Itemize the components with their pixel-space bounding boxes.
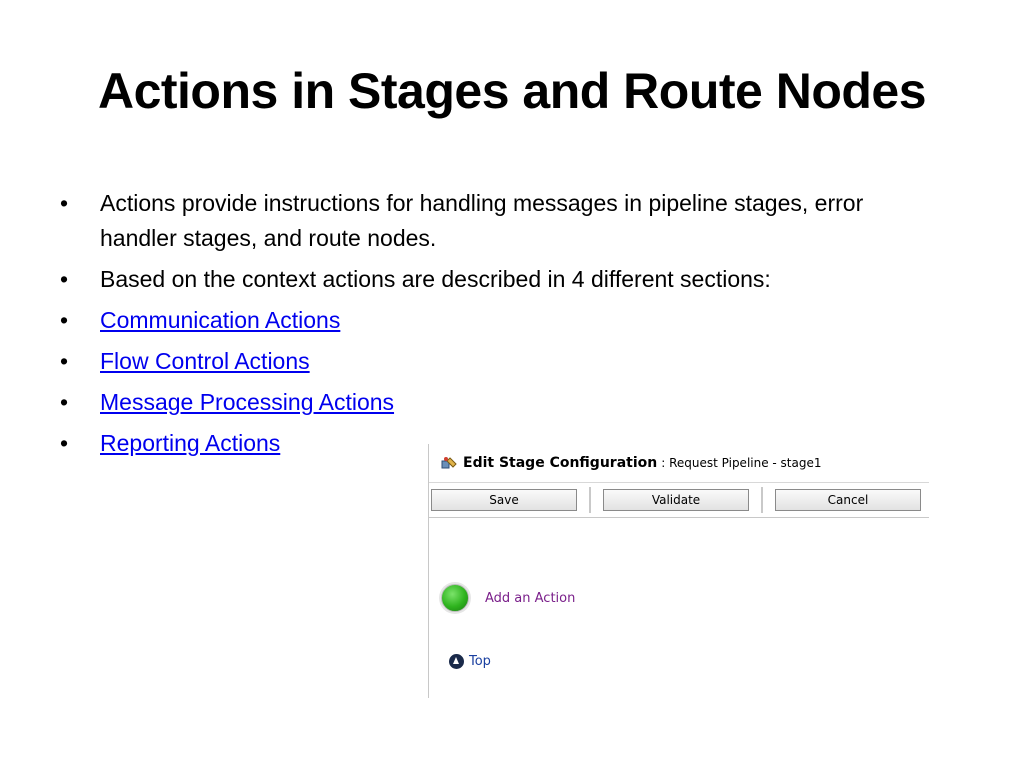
bullet-item (60, 303, 960, 338)
bullet-item (60, 385, 960, 420)
link-message-processing-actions[interactable]: Message Processing Actions (100, 389, 395, 415)
save-button[interactable]: Save (431, 489, 577, 511)
cancel-button[interactable]: Cancel (775, 489, 921, 511)
bullet-dot: • (60, 190, 69, 216)
panel-header (429, 444, 929, 483)
bullet-list (60, 186, 960, 467)
link-reporting-actions[interactable]: Reporting Actions (100, 430, 281, 456)
add-action-link[interactable]: Add an Action (485, 590, 576, 606)
button-separator (589, 487, 591, 513)
link-flow-control-actions[interactable]: Flow Control Actions (100, 348, 310, 374)
bullet-text: Based on the context actions are described in 4 different sections: (100, 266, 771, 292)
bullet-dot: • (60, 430, 69, 456)
add-action-row (441, 584, 575, 612)
stage-config-icon (441, 455, 459, 471)
top-row (449, 654, 491, 669)
panel-title: Edit Stage Configuration (463, 455, 658, 471)
button-bar (429, 483, 929, 518)
top-arrow-icon[interactable] (449, 654, 464, 669)
panel-subtitle: : Request Pipeline - stage1 (661, 456, 822, 470)
link-communication-actions[interactable]: Communication Actions (100, 307, 341, 333)
add-action-icon[interactable] (441, 584, 469, 612)
validate-button[interactable]: Validate (603, 489, 749, 511)
bullet-text: Actions provide instructions for handling messages in pipeline stages, error handler stages, and route nodes. (100, 190, 864, 251)
bullet-dot: • (60, 389, 69, 415)
top-link[interactable]: Top (469, 654, 491, 669)
bullet-dot: • (60, 307, 69, 333)
bullet-item (60, 344, 960, 379)
bullet-dot: • (60, 348, 69, 374)
bullet-item (60, 186, 960, 256)
bullet-item (60, 262, 960, 297)
button-separator (761, 487, 763, 513)
bullet-dot: • (60, 266, 69, 292)
edit-stage-screenshot (428, 444, 929, 698)
slide-title: Actions in Stages and Route Nodes (97, 63, 927, 119)
